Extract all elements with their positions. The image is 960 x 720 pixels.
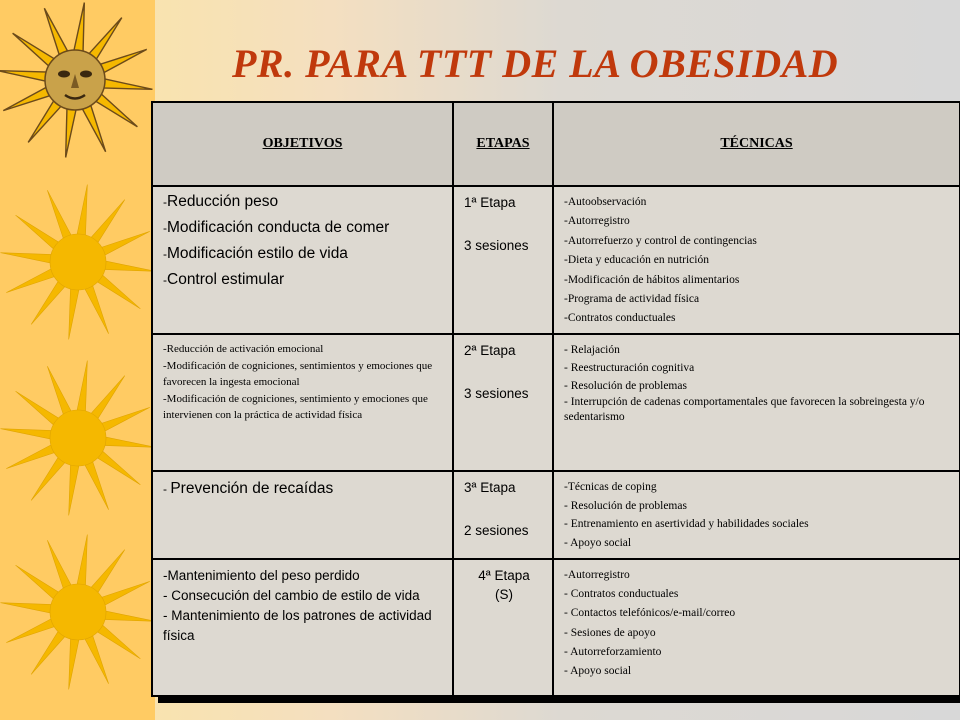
objetivos-cell (152, 471, 453, 559)
etapa-cell (453, 559, 553, 696)
tecnica-item: -Contratos conductuales (564, 312, 676, 325)
tecnica-item: - Reestructuración cognitiva (564, 362, 695, 374)
sun-decorations (0, 0, 160, 720)
objetivo-item: - Prevención de recaídas (163, 480, 334, 497)
objetivos-cell (152, 334, 453, 471)
tecnicas-cell (553, 334, 960, 471)
sun-icon (1, 185, 156, 340)
tecnica-item: -Técnicas de coping (564, 481, 657, 493)
objetivos-cell (152, 186, 453, 334)
tecnica-item: -Autorregistro (564, 569, 630, 581)
etapa-label: 2ª Etapa (464, 343, 516, 358)
etapa-label: 1ª Etapa (464, 195, 516, 210)
tecnica-item: - Contactos telefónicos/e-mail/correo (564, 607, 736, 620)
objetivo-item: - Consecución del cambio de estilo de vida (163, 588, 420, 603)
objetivo-item: -Modificación estilo de vida (163, 245, 348, 262)
etapa-label: 3ª Etapa (464, 480, 516, 495)
header-objetivos: OBJETIVOS (152, 102, 453, 186)
tecnica-item: -Autoobservación (564, 196, 647, 208)
tecnica-item: -Modificación de hábitos alimentarios (564, 273, 740, 286)
table-row (152, 559, 960, 696)
tecnica-item: - Apoyo social (564, 665, 632, 678)
sun-face-icon (0, 3, 152, 158)
objetivo-item: -Modificación conducta de comer (163, 219, 390, 236)
sun-icon (1, 535, 156, 690)
tecnica-item: -Autorregistro (564, 215, 630, 228)
table-row (152, 471, 960, 559)
objetivo-item: - Mantenimiento de los patrones de actividad física (163, 608, 432, 643)
header-tecnicas: TÉCNICAS (553, 102, 960, 186)
objetivos-cell (152, 559, 453, 696)
tecnica-item: - Resolución de problemas (564, 380, 687, 392)
sesiones-label: 2 sesiones (464, 523, 529, 538)
etapa-label: 4ª Etapa (478, 568, 530, 583)
sesiones-label: 3 sesiones (464, 386, 529, 401)
tecnicas-cell (553, 186, 960, 334)
table-row (152, 186, 960, 334)
obesity-treatment-table (151, 101, 960, 697)
tecnica-item: - Interrupción de cadenas comportamentales que favorecen la sobreingesta y/o sedentarismo (564, 396, 925, 423)
tecnica-item: - Contratos conductuales (564, 588, 679, 601)
objetivo-item: -Modificación de cogniciones, sentimientos y emociones que favorecen la ingesta emocional (163, 359, 433, 388)
tecnica-item: -Autorrefuerzo y control de contingencias (564, 234, 757, 247)
tecnica-item: -Programa de actividad física (564, 293, 700, 306)
page-title: PR. PARA TTT DE LA OBESIDAD (232, 41, 839, 86)
tecnicas-cell (553, 559, 960, 696)
objetivo-item: -Mantenimiento del peso perdido (163, 568, 360, 583)
sesiones-label: (S) (495, 587, 513, 602)
objetivo-item: -Modificación de cogniciones, sentimiento y emociones que intervienen con la práctica de actividad física (163, 392, 428, 421)
sesiones-label: 3 sesiones (464, 238, 529, 253)
tecnica-item: - Relajación (564, 344, 620, 356)
objetivo-item: -Reducción peso (163, 193, 279, 210)
etapa-cell (453, 471, 553, 559)
tecnica-item: - Sesiones de apoyo (564, 626, 656, 639)
objetivo-item: -Reducción de activación emocional (163, 343, 324, 355)
etapa-cell (453, 186, 553, 334)
tecnicas-cell (553, 471, 960, 559)
tecnica-item: -Dieta y educación en nutrición (564, 254, 709, 267)
tecnica-item: - Apoyo social (564, 536, 632, 549)
sun-icon (1, 361, 156, 516)
tecnica-item: - Resolución de problemas (564, 499, 687, 512)
tecnica-item: - Autorreforzamiento (564, 645, 662, 658)
tecnica-item: - Entrenamiento en asertividad y habilidades sociales (564, 518, 809, 530)
header-etapas: ETAPAS (453, 102, 553, 186)
etapa-cell (453, 334, 553, 471)
table-header-row (152, 102, 960, 186)
table-row (152, 334, 960, 471)
objetivo-item: -Control estimular (163, 271, 285, 288)
